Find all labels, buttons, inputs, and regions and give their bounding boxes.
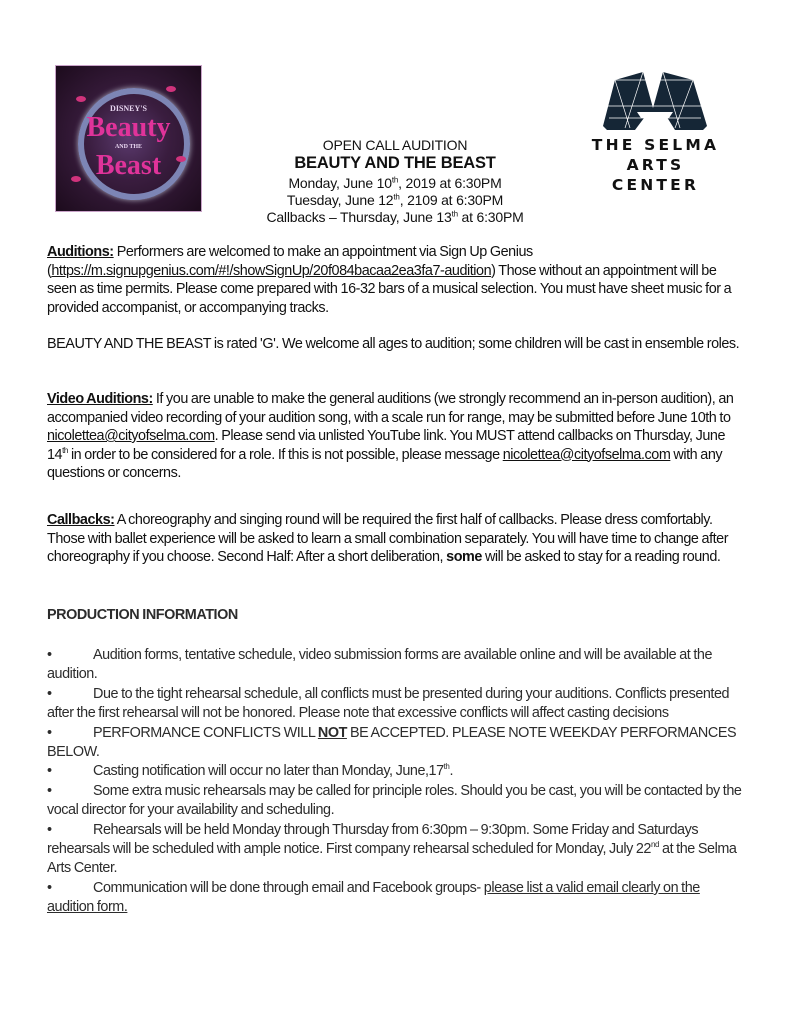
text: If you are unable to make the general auditions (we strongly recommend an in-person audition), an accompanied video recording of your audition song, with a scale run for range, may be submitted before June 10th to (47, 391, 734, 426)
bullet: • (47, 647, 52, 663)
item-text: Due to the tight rehearsal schedule, all conflicts must be presented during your auditions. Conflicts presented after the first rehearsal will not be honored. Please note that excessive conflicts will affect casting decisions (47, 685, 730, 722)
callbacks-label: Callbacks: (47, 512, 115, 528)
auditions-label: Auditions: (47, 244, 114, 260)
poster-disneys: DISNEY'S (110, 104, 147, 113)
text: in order to be considered for a role. If this is not possible, please message (67, 446, 503, 463)
bullet: • (47, 685, 52, 702)
ordinal: th (393, 192, 400, 202)
bullet: • (47, 879, 52, 896)
underlined-text: please list a valid email clearly on the audition form. (47, 879, 700, 916)
text: A choreography and singing round will be required the first half of callbacks. Please dress comfortably. Those with ballet experience will be asked to learn a small combination separately. You will have time to change after choreography if you choose. Second Half: After a short deliberation, (47, 512, 729, 565)
date-text: at 6:30PM (457, 209, 524, 225)
item-text: Audition forms, tentative schedule, video submission forms are available online and will be available at the audition. (47, 647, 713, 683)
list-item (47, 879, 747, 918)
auditions-paragraph (47, 243, 747, 317)
production-list (47, 646, 747, 918)
poster-beast: Beast (95, 150, 162, 181)
date-text: Callbacks – Thursday, June 13 (266, 209, 452, 225)
item-text: Rehearsals will be held Monday through Thursday from 6:30pm – 9:30pm. Some Friday and Saturdays rehearsals will be scheduled with ample notice. First company rehearsal scheduled for Monday, July 22 (47, 821, 699, 858)
item-text: . (449, 763, 453, 780)
video-auditions-paragraph (47, 390, 747, 483)
date-line-2 (230, 192, 560, 209)
text: ) Those without an appointment will be seen as time permits. Please come prepared with 16-32 bars of a musical selection. You must have sheet music for a provided accompanist, or accompanying tracks. (47, 262, 732, 316)
date-text: Monday, June 10 (288, 175, 392, 191)
poster-and-the: AND THE (114, 144, 143, 150)
bullet: • (47, 724, 52, 741)
ordinal: th (451, 209, 458, 219)
date-text: , 2019 at 6:30PM (398, 175, 502, 191)
callbacks-paragraph (47, 511, 747, 567)
list-item (47, 724, 747, 763)
email-link[interactable]: nicolettea@cityofselma.com (502, 446, 671, 463)
ordinal: th (391, 175, 399, 185)
rating-paragraph: BEAUTY AND THE BEAST is rated 'G'. We welcome all ages to audition; some children will be cast in ensemble roles. (47, 336, 740, 352)
bullet: • (47, 821, 52, 838)
list-item (47, 685, 747, 724)
ordinal: nd (650, 840, 659, 850)
date-line-1 (230, 175, 560, 192)
date-text: Tuesday, June 12 (286, 192, 394, 208)
date-text: , 2109 at 6:30PM (399, 192, 504, 208)
item-text: Some extra music rehearsals may be called for principle roles. Should you be cast, you will be contacted by the vocal director for your availability and scheduling. (47, 782, 742, 819)
date-line-3 (230, 209, 560, 226)
text: will be asked to stay for a reading round. (481, 549, 721, 565)
signup-genius-link[interactable]: https://m.signupgenius.com/#!/showSignUp/20f084bacaa2ea3fa7-audition (51, 262, 492, 279)
emphasis-not: NOT (317, 724, 347, 741)
ordinal: th (62, 445, 68, 455)
item-text: at the Selma Arts Center. (47, 841, 737, 877)
bullet: • (47, 782, 52, 799)
audition-kicker: OPEN CALL AUDITION (322, 137, 468, 153)
list-item (47, 782, 747, 821)
list-item (47, 762, 747, 781)
text: . Please send via unlisted YouTube link. You MUST attend callbacks on Thursday, June 14 (47, 428, 726, 463)
video-auditions-label: Video Auditions: (47, 391, 153, 407)
item-text: Casting notification will occur no later than Monday, June,17 (93, 763, 444, 780)
item-text: PERFORMANCE CONFLICTS WILL (93, 724, 318, 741)
production-heading: PRODUCTION INFORMATION (47, 607, 238, 623)
petal (76, 96, 86, 102)
logo-text (583, 135, 728, 195)
list-item (47, 646, 747, 685)
text: with any questions or concerns. (47, 446, 723, 481)
item-text: Communication will be done through email and Facebook groups- (93, 879, 484, 896)
bullet: • (47, 763, 52, 780)
text: Performers are welcomed to make an appointment via Sign Up Genius ( (47, 244, 533, 279)
beauty-and-the-beast-poster (55, 65, 202, 212)
item-text: BE ACCEPTED. PLEASE NOTE WEEKDAY PERFORMANCES BELOW. (47, 724, 737, 761)
bold-text: some (446, 549, 482, 565)
logo-line-1: THE SELMA (591, 136, 720, 154)
poster-beauty: Beauty (86, 112, 171, 143)
list-item (47, 821, 747, 879)
logo-line-2: ARTS CENTER (611, 156, 700, 194)
ordinal: th (443, 762, 450, 772)
page-title: BEAUTY AND THE BEAST (294, 154, 496, 172)
petal (166, 86, 176, 92)
email-link[interactable]: nicolettea@cityofselma.com (47, 428, 215, 444)
